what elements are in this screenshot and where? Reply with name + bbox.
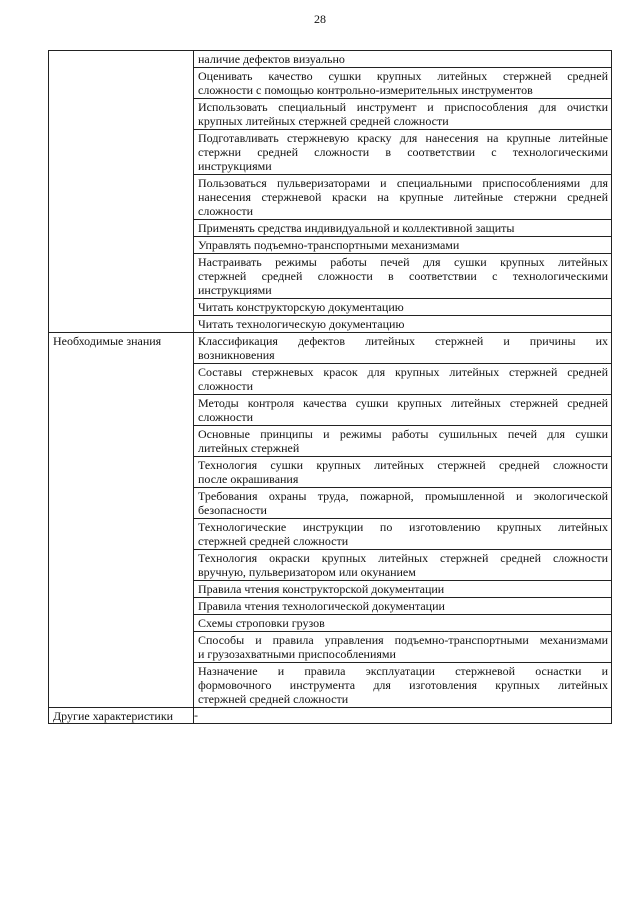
skill-item-line: нанесения стержневой краски на крупные литейные стержни средней <box>198 190 608 204</box>
skill-item-line: Управлять подъемно-транспортными механизмами <box>198 238 460 252</box>
knowledge-item-line: стержней средней сложности <box>198 692 349 706</box>
skill-item-line: сложности с помощью контрольно-измерительных инструментов <box>198 83 533 97</box>
knowledge-item-line: формовочного инструмента для изготовления крупных литейных <box>198 678 608 692</box>
skill-item <box>194 67 611 98</box>
knowledge-item <box>194 631 611 662</box>
skill-item-line: инструкциями <box>198 283 272 297</box>
skill-item-line: Использовать специальный инструмент и приспособления для очистки <box>198 100 608 114</box>
knowledge-item-line: Правила чтения технологической документации <box>198 599 445 613</box>
skill-item <box>194 236 611 253</box>
skill-item-line: инструкциями <box>198 159 272 173</box>
skill-item-line: Оценивать качество сушки крупных литейных стержней средней <box>198 69 608 83</box>
knowledge-item-line: возникновения <box>198 348 275 362</box>
knowledge-item <box>194 518 611 549</box>
knowledge-item-line: Требования охраны труда, пожарной, промышленной и экологической <box>198 489 608 503</box>
knowledge-item <box>194 363 611 394</box>
row-label-empty <box>49 51 194 333</box>
knowledge-item-line: Правила чтения конструкторской документации <box>198 582 445 596</box>
other-characteristics-value: - <box>194 708 612 724</box>
knowledge-item-line: Способы и правила управления подъемно-транспортными механизмами <box>198 633 608 647</box>
skill-item-line: Подготавливать стержневую краску для нанесения на крупные литейные <box>198 131 608 145</box>
skills-continuation-row <box>49 51 612 333</box>
knowledge-item-line: сложности <box>198 410 254 424</box>
skill-item-line: крупных литейных стержней средней сложности <box>198 114 449 128</box>
knowledge-item-line: Составы стержневых красок для крупных литейных стержней средней <box>198 365 608 379</box>
knowledge-item-line: Технология сушки крупных литейных стержней средней сложности <box>198 458 608 472</box>
knowledge-item-line: литейных стержней <box>198 441 300 455</box>
knowledge-item <box>194 662 611 707</box>
knowledge-item-line: стержней средней сложности <box>198 534 349 548</box>
knowledge-item-line: Основные принципы и режимы работы сушильных печей для сушки <box>198 427 608 441</box>
skill-item-line: Настраивать режимы работы печей для сушки крупных литейных <box>198 255 608 269</box>
row-label-knowledge: Необходимые знания <box>49 333 194 708</box>
knowledge-item-line: Методы контроля качества сушки крупных литейных стержней средней <box>198 396 608 410</box>
other-characteristics-row <box>49 708 612 724</box>
knowledge-item-line: Классификация дефектов литейных стержней и причины их <box>198 334 608 348</box>
knowledge-item <box>194 597 611 614</box>
knowledge-item <box>194 456 611 487</box>
qualification-table <box>48 50 612 724</box>
skill-item <box>194 298 611 315</box>
knowledge-item-line: Технология окраски крупных литейных стержней средней сложности <box>198 551 608 565</box>
skill-item <box>194 174 611 219</box>
skill-item <box>194 253 611 298</box>
skill-item <box>194 129 611 174</box>
knowledge-item <box>194 549 611 580</box>
skill-item-line: Пользоваться пульверизаторами и специальными приспособлениями для <box>198 176 608 190</box>
knowledge-item <box>194 614 611 631</box>
knowledge-item-line: Технологические инструкции по изготовлению крупных литейных <box>198 520 608 534</box>
knowledge-item <box>194 333 611 363</box>
knowledge-item-line: безопасности <box>198 503 267 517</box>
knowledge-item-line: Схемы строповки грузов <box>198 616 325 630</box>
skill-item-line: сложности <box>198 204 254 218</box>
knowledge-item-line: и грузозахватными приспособлениями <box>198 647 396 661</box>
skill-item-line: Читать технологическую документацию <box>198 317 405 331</box>
skill-item-line: наличие дефектов визуально <box>198 52 345 66</box>
knowledge-item <box>194 425 611 456</box>
knowledge-row <box>49 333 612 708</box>
knowledge-item-line: Назначение и правила эксплуатации стержневой оснастки и <box>198 664 608 678</box>
knowledge-item-line: сложности <box>198 379 254 393</box>
skill-item-line: Читать конструкторскую документацию <box>198 300 404 314</box>
skill-item-line: Применять средства индивидуальной и коллективной защиты <box>198 221 515 235</box>
skills-list <box>194 51 612 333</box>
knowledge-list <box>194 333 612 708</box>
knowledge-item-line: вручную, пульверизатором или окунанием <box>198 565 416 579</box>
skill-item-line: стержни средней сложности в соответствии с технологическими <box>198 145 608 159</box>
knowledge-item-line: после окрашивания <box>198 472 299 486</box>
skill-item-line: стержней средней сложности в соответствии с технологическими <box>198 269 608 283</box>
skill-item <box>194 219 611 236</box>
knowledge-item <box>194 487 611 518</box>
skill-item <box>194 315 611 332</box>
knowledge-item <box>194 580 611 597</box>
knowledge-item <box>194 394 611 425</box>
page-number: 28 <box>314 12 326 26</box>
row-label-other: Другие характеристики <box>49 708 194 724</box>
skill-item <box>194 51 611 67</box>
skill-item <box>194 98 611 129</box>
